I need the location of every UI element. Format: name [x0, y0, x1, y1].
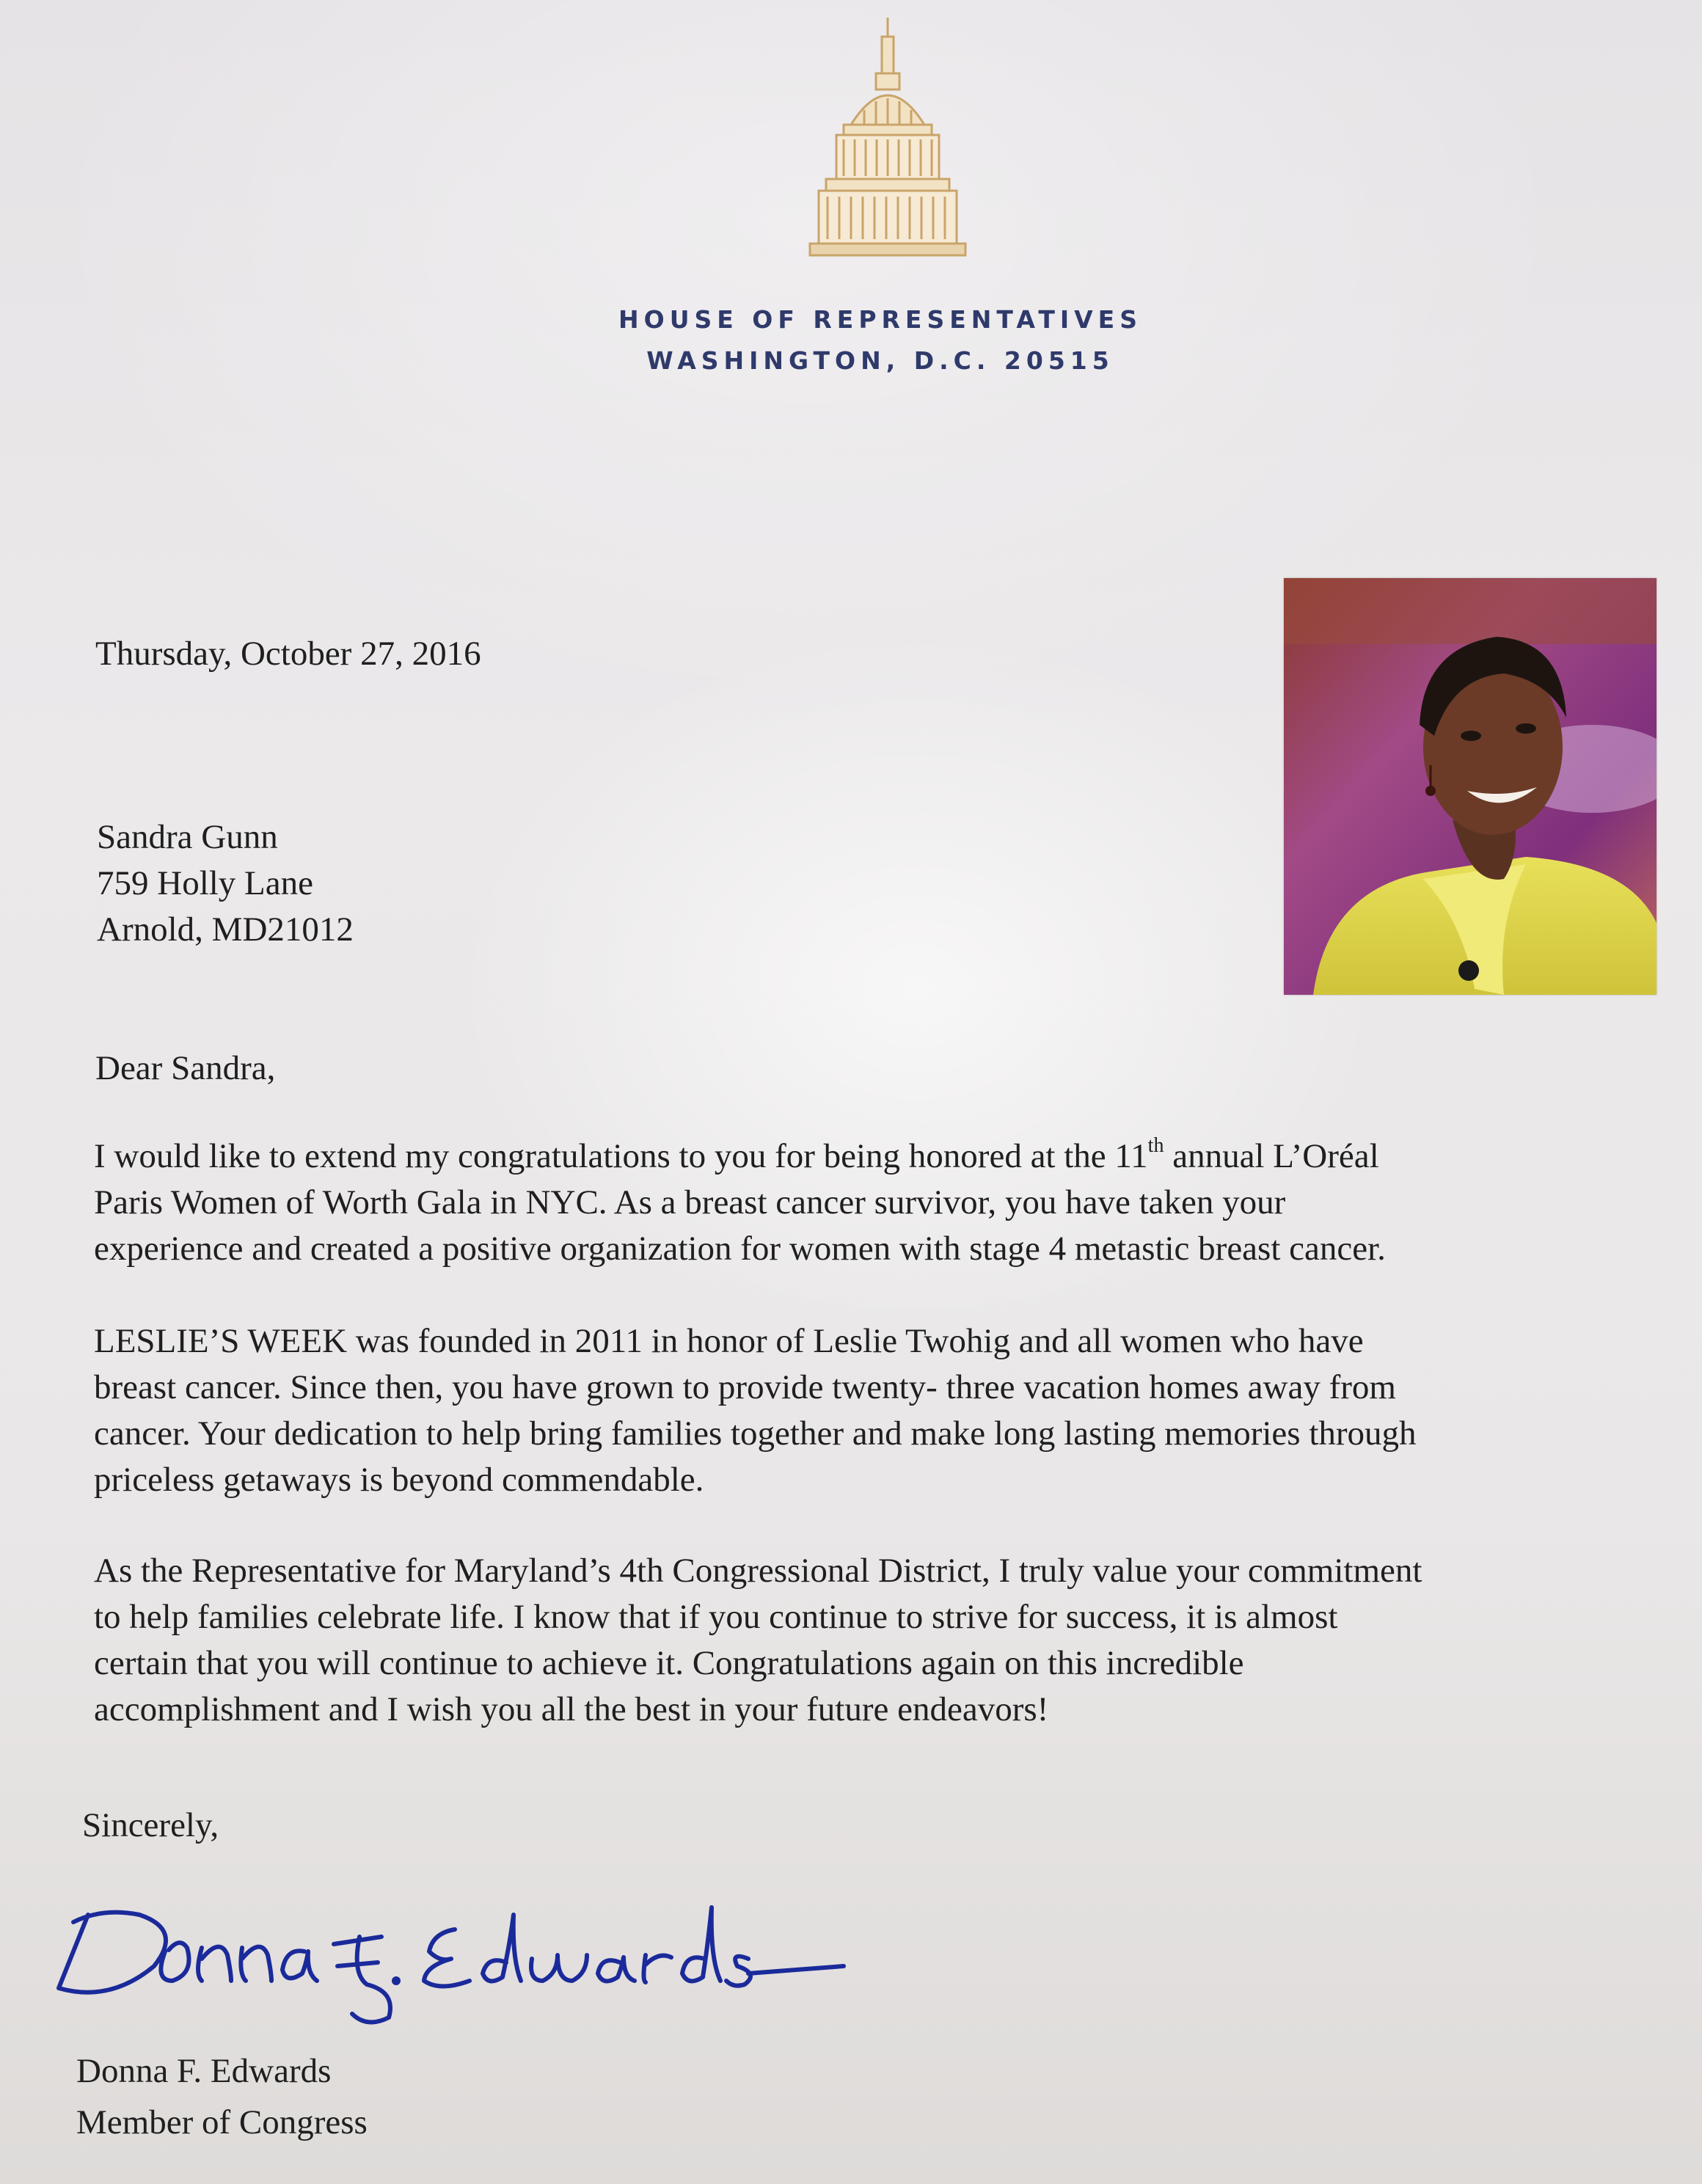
signer-title: Member of Congress	[76, 2103, 368, 2141]
paragraph-2-line-3: cancer. Your dedication to help bring families together and make long lasting memories through	[94, 1414, 1417, 1453]
closing: Sincerely,	[82, 1806, 219, 1844]
paragraph-1	[94, 1133, 1386, 1272]
recipient-address	[97, 814, 354, 953]
paragraph-2	[94, 1318, 1417, 1503]
salutation: Dear Sandra,	[95, 1049, 276, 1087]
paragraph-3-line-4: accomplishment and I wish you all the best in your future endeavors!	[94, 1690, 1049, 1728]
letterhead-line-2: WASHINGTON, D.C. 20515	[646, 346, 1114, 375]
paragraph-1-line-3: experience and created a positive organization for women with stage 4 metastic breast cancer.	[94, 1230, 1386, 1268]
recipient-street: 759 Holly Lane	[97, 864, 313, 902]
letterhead	[558, 299, 1203, 381]
paragraph-3	[94, 1548, 1422, 1733]
paragraph-2-line-1: LESLIE’S WEEK was founded in 2011 in honor of Leslie Twohig and all women who have	[94, 1322, 1364, 1360]
ordinal-suffix: th	[1147, 1134, 1164, 1158]
handwritten-signature	[44, 1863, 851, 2025]
paragraph-2-line-4: priceless getaways is beyond commendable.	[94, 1461, 704, 1499]
letter-date: Thursday, October 27, 2016	[95, 635, 481, 673]
paragraph-1-line-1-pre: I would like to extend my congratulations to you for being honored at the 11	[94, 1137, 1148, 1175]
recipient-city: Arnold, MD21012	[97, 910, 354, 949]
recipient-name: Sandra Gunn	[97, 818, 278, 856]
signer-block	[76, 2045, 368, 2148]
paragraph-1-line-2: Paris Women of Worth Gala in NYC. As a breast cancer survivor, you have taken your	[94, 1183, 1286, 1221]
letterhead-line-1: HOUSE OF REPRESENTATIVES	[618, 305, 1142, 334]
signer-name: Donna F. Edwards	[76, 2052, 332, 2090]
capitol-dome-icon	[800, 15, 976, 264]
paragraph-1-line-1	[94, 1133, 1386, 1180]
portrait-photo	[1284, 578, 1657, 995]
paragraph-1-line-1-post: annual L’Oréal	[1164, 1137, 1379, 1175]
paragraph-2-line-2: breast cancer. Since then, you have grown to provide twenty- three vacation homes away from	[94, 1368, 1396, 1406]
paragraph-3-line-2: to help families celebrate life. I know that if you continue to strive for success, it is almost	[94, 1598, 1338, 1636]
paragraph-3-line-1: As the Representative for Maryland’s 4th Congressional District, I truly value your commitment	[94, 1552, 1422, 1590]
paragraph-3-line-3: certain that you will continue to achieve it. Congratulations again on this incredible	[94, 1644, 1244, 1682]
